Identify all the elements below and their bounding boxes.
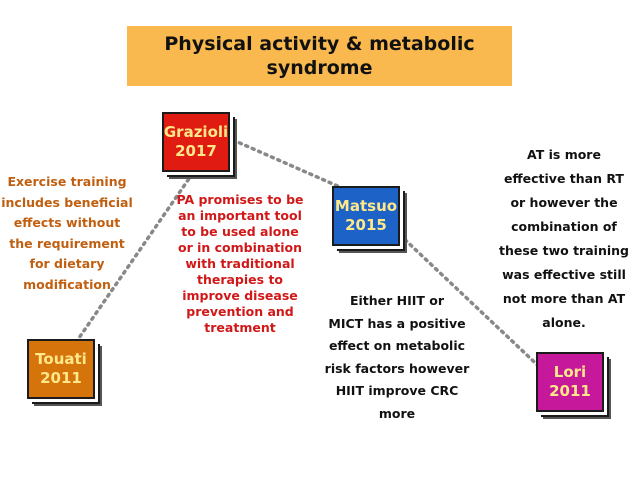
node-lori-year: 2011: [549, 382, 591, 400]
node-touati-year: 2011: [40, 369, 82, 387]
note-line: includes beneficial: [1, 194, 133, 210]
note-line: these two training: [499, 243, 629, 258]
title-line-2: syndrome: [266, 57, 373, 79]
note-lori: [490, 143, 638, 335]
note-matsuo: [320, 290, 474, 425]
note-line: was effective still: [502, 267, 626, 282]
note-line: effects without: [13, 215, 121, 230]
note-line: not more than AT: [502, 291, 626, 306]
node-matsuo-name: Matsuo: [334, 197, 398, 215]
title-line-1: Physical activity & metabolic: [164, 33, 475, 55]
node-grazioli: [162, 112, 230, 172]
note-line: or however the: [510, 195, 618, 210]
node-matsuo-year: 2015: [345, 216, 387, 234]
note-line: modification: [23, 276, 111, 292]
note-line: or in combination: [178, 240, 302, 255]
node-grazioli-year: 2017: [175, 142, 217, 160]
note-line: Exercise training: [7, 174, 127, 189]
note-line: MICT has a positive: [328, 315, 466, 331]
note-line: more: [378, 405, 416, 421]
note-line: for dietary: [29, 256, 105, 271]
note-line: therapies to: [196, 272, 284, 287]
note-line: improve disease: [182, 288, 298, 303]
note-line: PA promises to be: [176, 192, 304, 207]
node-touati-name: Touati: [35, 350, 87, 368]
node-matsuo: [332, 186, 400, 246]
note-line: effective than RT: [504, 171, 624, 186]
note-line: Either HIIT or: [349, 293, 445, 308]
node-lori-name: Lori: [553, 363, 587, 381]
node-touati: [27, 339, 95, 399]
note-line: an important tool: [178, 208, 302, 223]
note-touati: [0, 172, 134, 295]
note-line: risk factors however: [324, 360, 470, 376]
note-line: with traditional: [185, 256, 295, 271]
note-line: combination of: [511, 219, 617, 234]
node-grazioli-name: Grazioli: [163, 123, 229, 141]
note-line: prevention and: [186, 304, 294, 319]
note-line: the requirement: [9, 235, 125, 251]
note-line: to be used alone: [181, 224, 299, 239]
note-line: treatment: [204, 320, 276, 335]
note-line: AT is more: [527, 147, 601, 162]
note-grazioli: [168, 192, 312, 336]
note-line: HIIT improve CRC: [335, 383, 459, 398]
note-line: alone.: [542, 315, 586, 330]
note-line: effect on metabolic: [328, 338, 466, 353]
node-lori: [536, 352, 604, 412]
